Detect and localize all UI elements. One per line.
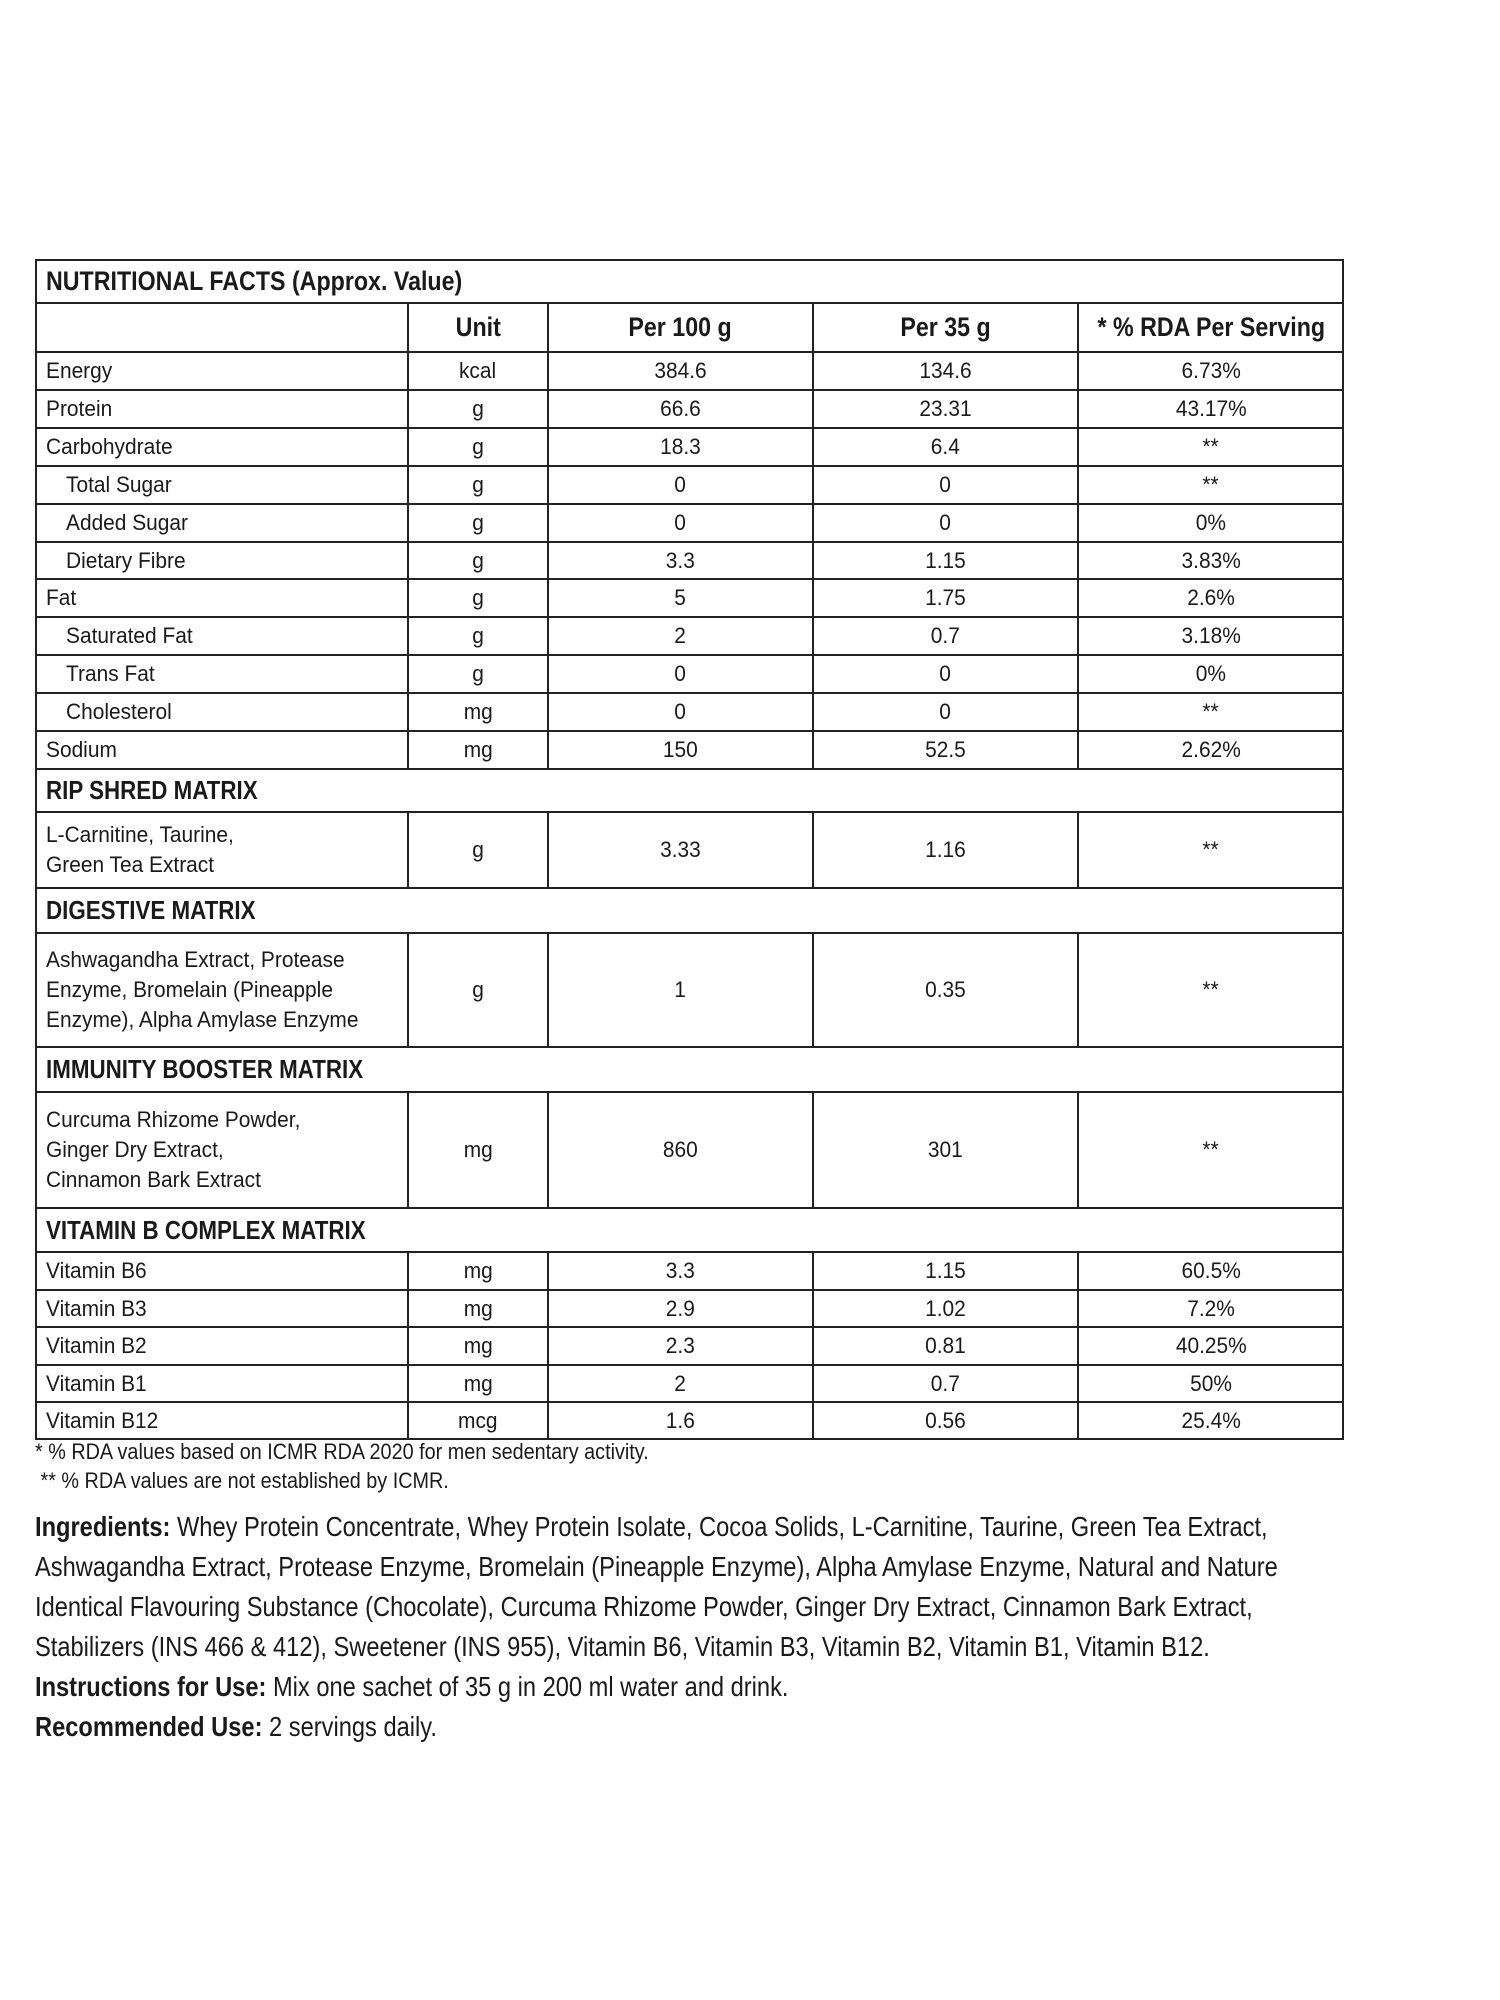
ingredients-line-2 [35,1551,1500,1583]
rip-shred-matrix-title [35,769,1344,812]
vitamin-b-complex-matrix-unit-text: mg [463,1370,493,1396]
column-divider [1077,1290,1079,1327]
nutrient-name-text: Saturated Fat [66,623,193,648]
nutrient-unit-text: mg [463,737,493,762]
digestive-matrix-rda-text: ** [1202,977,1220,1002]
nutrient-per35 [813,731,1078,769]
recommended-text: 2 servings daily. [262,1711,437,1742]
nutrient-name-text: Dietary Fibre [66,547,186,573]
nutrient-per35 [813,655,1078,693]
nutrient-rda-text: 2.6% [1187,585,1235,610]
nutrient-unit [408,617,548,655]
immunity-booster-matrix-rda-text: ** [1202,1137,1220,1162]
nutrient-per100 [548,428,813,466]
vitamin-b-complex-matrix-rda-text: 40.25% [1175,1333,1247,1358]
rip-shred-matrix-per35-text: 1.16 [925,837,966,862]
nutrient-per100 [548,655,813,693]
nutrient-per100 [548,617,813,655]
vitamin-b-complex-matrix-per100-text: 3.3 [665,1258,696,1283]
nutrient-per35-text: 6.4 [930,434,961,459]
ingredients-line-1 [35,1511,1494,1543]
digestive-matrix-unit [408,933,548,1047]
nutrient-unit [408,428,548,466]
item-name-line: Ashwagandha Extract, Protease [46,947,345,972]
vitamin-b-complex-matrix-per100 [548,1365,813,1402]
ingredients-text: Identical Flavouring Substance (Chocolate), Curcuma Rhizome Powder, Ginger Dry Extract, Cinnamon Bark Extract, [35,1591,1253,1622]
immunity-booster-matrix-unit [408,1092,548,1208]
nutrient-per100-text: 384.6 [654,358,707,383]
digestive-matrix-title-text: DIGESTIVE MATRIX [46,895,256,925]
vitamin-b-complex-matrix-title-text: VITAMIN B COMPLEX MATRIX [46,1214,366,1245]
nutrient-name-text: Total Sugar [66,472,172,497]
nutrient-name-text: Trans Fat [66,661,155,686]
nutrient-rda [1078,617,1344,655]
nutrient-unit [408,579,548,617]
nutrient-rda [1078,504,1344,542]
digestive-matrix-title [35,888,1344,933]
rip-shred-matrix-rda-text: ** [1202,837,1220,862]
recommended-label: Recommended Use: [35,1711,263,1742]
nutrient-per100-text: 3.3 [665,547,696,573]
nutrient-name-text: Protein [46,396,113,421]
vitamin-b-complex-matrix-unit-text: mg [463,1258,493,1283]
nutrition-facts-table [35,259,1344,1440]
vitamin-b-complex-matrix-item-name-lines [46,1294,152,1324]
nutrient-per100 [548,390,813,428]
immunity-booster-matrix-rda [1078,1092,1344,1208]
column-divider [812,812,814,888]
column-divider [812,1252,814,1290]
nutrient-per35 [813,617,1078,655]
vitamin-b-complex-matrix-unit-text: mg [463,1333,493,1358]
footnote-rda-not-established-text: ** % RDA values are not established by ICMR. [35,1468,449,1493]
footnote-rda-basis [35,1439,717,1465]
vitamin-b-complex-matrix-per100 [548,1327,813,1365]
column-divider [812,1290,814,1327]
nutrient-unit-text: g [472,623,484,648]
nutrient-per100-text: 2 [674,623,687,648]
vitamin-b-complex-matrix-rda [1078,1365,1344,1402]
nutrient-unit-text: g [472,585,484,610]
nutrient-rda [1078,466,1344,504]
vitamin-b-complex-matrix-item-name-lines [46,1331,152,1361]
ingredients-line-4 [35,1631,1425,1663]
nutrient-per35-text: 0 [939,472,952,497]
rip-shred-matrix-per100 [548,812,813,888]
nutrient-rda [1078,579,1344,617]
nutrient-unit-text: g [472,661,484,686]
nutrient-unit-text: mg [463,699,493,724]
nutrient-name-text: Energy [46,358,113,383]
nutrient-rda-text: 43.17% [1175,396,1247,421]
rip-shred-matrix-item-name-lines [46,820,244,880]
nutrient-rda [1078,693,1344,731]
nutrient-name [35,579,408,617]
nutrient-name-text: Fat [46,585,77,610]
vitamin-b-complex-matrix-per35 [813,1327,1078,1365]
ingredients-text: Stabilizers (INS 466 & 412), Sweetener (INS 955), Vitamin B6, Vitamin B3, Vitamin B2, Vitamin B1, Vitamin B12. [35,1631,1210,1662]
column-divider [812,1402,814,1439]
ingredients-label: Ingredients: [35,1511,171,1542]
recommended-use [35,1711,511,1743]
nutrient-per100 [548,352,813,390]
vitamin-b-complex-matrix-per100-text: 2.9 [665,1295,696,1321]
column-divider [1077,1402,1079,1439]
nutrient-per35-text: 0 [939,661,952,686]
nutrient-per35 [813,542,1078,579]
item-name-line: Vitamin B2 [46,1333,147,1358]
item-name-line: Enzyme), Alpha Amylase Enzyme [46,1007,359,1032]
column-divider [1077,1365,1079,1402]
nutrient-per100 [548,542,813,579]
header-rda-per-serving-text: * % RDA Per Serving [1097,312,1325,342]
nutrient-per35-text: 0 [939,510,952,535]
nutrient-per35-text: 1.75 [925,585,966,610]
vitamin-b-complex-matrix-per100-text: 2.3 [665,1333,696,1358]
nutrient-per35 [813,390,1078,428]
vitamin-b-complex-matrix-per100 [548,1252,813,1290]
nutrient-per100-text: 18.3 [660,434,701,459]
column-divider [547,1365,549,1402]
vitamin-b-complex-matrix-item-name [35,1252,408,1290]
nutrient-unit-text: g [472,472,484,497]
column-divider [547,1402,549,1439]
table-title-text: NUTRITIONAL FACTS (Approx. Value) [46,265,463,296]
item-name-line: Curcuma Rhizome Powder, [46,1107,301,1132]
nutrient-per35 [813,693,1078,731]
item-name-line: Cinnamon Bark Extract [46,1167,261,1192]
nutrient-per35-text: 0 [939,699,952,724]
column-divider [407,1327,409,1365]
nutrient-unit [408,352,548,390]
item-name-line: Vitamin B12 [46,1407,159,1433]
rip-shred-matrix-rda [1078,812,1344,888]
nutrient-unit [408,655,548,693]
immunity-booster-matrix-title [35,1047,1344,1092]
vitamin-b-complex-matrix-rda-text: 50% [1190,1370,1232,1396]
nutrient-name [35,693,408,731]
rip-shred-matrix-unit-text: g [472,837,484,862]
nutrient-rda [1078,542,1344,579]
digestive-matrix-per35-text: 0.35 [925,977,966,1002]
nutrient-per100-text: 0 [674,510,687,535]
column-divider [407,1402,409,1439]
nutrient-per35 [813,352,1078,390]
nutrient-name [35,655,408,693]
column-divider [407,933,409,1047]
vitamin-b-complex-matrix-item-name-lines [46,1406,164,1436]
item-name-line: Vitamin B3 [46,1295,147,1321]
column-divider [812,303,814,352]
vitamin-b-complex-matrix-per100-text: 1.6 [665,1407,696,1433]
digestive-matrix-item-name [35,933,408,1047]
vitamin-b-complex-matrix-per35-text: 0.81 [925,1333,966,1358]
immunity-booster-matrix-per100 [548,1092,813,1208]
column-divider [407,1365,409,1402]
column-divider [547,1327,549,1365]
column-divider [547,812,549,888]
header-per-100g-text: Per 100 g [628,312,733,342]
vitamin-b-complex-matrix-per100-text: 2 [674,1370,687,1396]
vitamin-b-complex-matrix-item-name [35,1402,408,1439]
nutrient-per100-text: 66.6 [660,396,701,421]
footnote-rda-basis-text: * % RDA values based on ICMR RDA 2020 for men sedentary activity. [35,1439,649,1464]
nutrient-rda [1078,655,1344,693]
header-per-100g [548,303,813,352]
nutrient-rda-text: 0% [1195,661,1227,686]
nutrient-unit [408,504,548,542]
digestive-matrix-per100-text: 1 [674,977,687,1002]
item-name-line: Green Tea Extract [46,852,215,877]
nutrient-per100-text: 0 [674,472,687,497]
column-divider [407,1092,409,1208]
nutrient-rda [1078,390,1344,428]
vitamin-b-complex-matrix-unit-text: mcg [458,1407,498,1433]
nutrient-name [35,504,408,542]
vitamin-b-complex-matrix-item-name [35,1327,408,1365]
nutrient-per35-text: 1.15 [925,547,966,573]
nutrient-name [35,390,408,428]
nutrient-per100 [548,693,813,731]
column-divider [547,933,549,1047]
instructions-text: Mix one sachet of 35 g in 200 ml water and drink. [266,1671,789,1702]
ingredients-text: Whey Protein Concentrate, Whey Protein Isolate, Cocoa Solids, L-Carnitine, Taurine, Green Tea Extract, [170,1511,1268,1542]
vitamin-b-complex-matrix-per35-text: 0.56 [925,1407,966,1433]
table-title [35,259,1344,303]
nutrient-per35 [813,428,1078,466]
ingredients-line-3 [35,1591,1476,1623]
nutrient-rda-text: ** [1202,472,1220,497]
vitamin-b-complex-matrix-item-name-lines [46,1369,152,1399]
vitamin-b-complex-matrix-rda [1078,1290,1344,1327]
column-divider [407,1252,409,1290]
nutrient-rda-text: 3.83% [1181,547,1241,573]
item-name-line: L-Carnitine, Taurine, [46,822,234,847]
nutrient-unit [408,731,548,769]
vitamin-b-complex-matrix-per35-text: 1.02 [925,1295,966,1321]
vitamin-b-complex-matrix-unit [408,1290,548,1327]
digestive-matrix-per100 [548,933,813,1047]
nutrient-per35 [813,579,1078,617]
rip-shred-matrix-item-name [35,812,408,888]
vitamin-b-complex-matrix-per100 [548,1290,813,1327]
column-divider [407,303,409,352]
nutrient-unit-text: g [472,434,484,459]
item-name-line: Vitamin B1 [46,1370,147,1396]
nutrient-name [35,428,408,466]
column-divider [547,1252,549,1290]
vitamin-b-complex-matrix-rda [1078,1402,1344,1439]
nutrient-per100 [548,466,813,504]
column-divider [812,352,814,769]
vitamin-b-complex-matrix-unit [408,1402,548,1439]
nutrient-unit [408,466,548,504]
nutrient-name-text: Carbohydrate [46,434,173,459]
vitamin-b-complex-matrix-unit [408,1252,548,1290]
digestive-matrix-per35 [813,933,1078,1047]
nutrient-name [35,617,408,655]
nutrient-name [35,731,408,769]
nutrient-rda-text: ** [1202,699,1220,724]
nutrient-name [35,542,408,579]
column-divider [547,352,549,769]
nutrient-rda [1078,731,1344,769]
instructions-for-use [35,1671,927,1703]
footnote-rda-not-established [35,1468,495,1494]
nutrient-unit [408,390,548,428]
column-divider [812,1365,814,1402]
nutrient-rda [1078,352,1344,390]
header-unit [408,303,548,352]
nutrient-per100 [548,504,813,542]
nutrient-per35-text: 23.31 [919,396,972,421]
digestive-matrix-unit-text: g [472,977,484,1002]
header-per-35g [813,303,1078,352]
immunity-booster-matrix-per100-text: 860 [663,1137,698,1162]
vitamin-b-complex-matrix-per35-text: 1.15 [925,1258,966,1283]
nutrient-rda-text: 0% [1195,510,1227,535]
digestive-matrix-rda [1078,933,1344,1047]
nutrient-name-text: Sodium [46,737,117,762]
header-rda-per-serving [1078,303,1344,352]
column-divider [812,1327,814,1365]
nutrient-name-text: Cholesterol [66,699,172,724]
vitamin-b-complex-matrix-unit-text: mg [463,1295,493,1321]
header-unit-text: Unit [455,312,501,342]
vitamin-b-complex-matrix-per35 [813,1290,1078,1327]
nutrient-per35 [813,466,1078,504]
item-name-line: Ginger Dry Extract, [46,1137,224,1162]
item-name-line: Enzyme, Bromelain (Pineapple [46,977,333,1002]
nutrient-per100 [548,579,813,617]
nutrient-per100-text: 150 [663,737,698,762]
nutrient-rda-text: 6.73% [1181,358,1241,383]
vitamin-b-complex-matrix-rda-text: 7.2% [1187,1295,1235,1321]
column-divider [1077,1252,1079,1290]
rip-shred-matrix-per100-text: 3.33 [660,837,701,862]
column-divider [407,352,409,769]
nutrient-rda-text: ** [1202,434,1220,459]
column-divider [812,933,814,1047]
vitamin-b-complex-matrix-rda [1078,1252,1344,1290]
immunity-booster-matrix-title-text: IMMUNITY BOOSTER MATRIX [46,1054,364,1084]
immunity-booster-matrix-per35 [813,1092,1078,1208]
nutrient-name [35,352,408,390]
nutrient-name-text: Added Sugar [66,510,189,535]
column-divider [1077,1092,1079,1208]
nutrient-per35-text: 52.5 [925,737,966,762]
vitamin-b-complex-matrix-item-name [35,1365,408,1402]
column-divider [547,1290,549,1327]
nutrient-per35-text: 0.7 [930,623,961,648]
vitamin-b-complex-matrix-per100 [548,1402,813,1439]
vitamin-b-complex-matrix-rda [1078,1327,1344,1365]
vitamin-b-complex-matrix-unit [408,1327,548,1365]
column-divider [1077,812,1079,888]
immunity-booster-matrix-unit-text: mg [463,1137,493,1162]
vitamin-b-complex-matrix-per35-text: 0.7 [930,1370,961,1396]
ingredients-text: Ashwagandha Extract, Protease Enzyme, Bromelain (Pineapple Enzyme), Alpha Amylase Enzyme, Natural and Nature [35,1551,1278,1582]
vitamin-b-complex-matrix-per35 [813,1402,1078,1439]
immunity-booster-matrix-item-name [35,1092,408,1208]
vitamin-b-complex-matrix-unit [408,1365,548,1402]
vitamin-b-complex-matrix-item-name [35,1290,408,1327]
nutrient-unit [408,542,548,579]
column-divider [547,1092,549,1208]
nutrient-per35-text: 134.6 [919,358,972,383]
column-divider [812,1092,814,1208]
rip-shred-matrix-per35 [813,812,1078,888]
item-name-line: Vitamin B6 [46,1258,147,1283]
digestive-matrix-item-name-lines [46,945,375,1035]
nutrient-per35 [813,504,1078,542]
vitamin-b-complex-matrix-title [35,1208,1344,1252]
rip-shred-matrix-unit [408,812,548,888]
vitamin-b-complex-matrix-per35 [813,1252,1078,1290]
nutrient-name [35,466,408,504]
column-divider [1077,1327,1079,1365]
vitamin-b-complex-matrix-item-name-lines [46,1256,152,1286]
column-divider [1077,352,1079,769]
column-divider [547,303,549,352]
nutrient-rda-text: 2.62% [1181,737,1241,762]
nutrient-unit-text: kcal [459,358,497,383]
vitamin-b-complex-matrix-rda-text: 60.5% [1181,1258,1241,1283]
nutrient-unit-text: g [472,396,484,421]
nutrient-per100-text: 0 [674,661,687,686]
nutrient-unit [408,693,548,731]
instructions-label: Instructions for Use: [35,1671,267,1702]
nutrient-unit-text: g [472,547,484,573]
immunity-booster-matrix-item-name-lines [46,1105,314,1195]
rip-shred-matrix-title-text: RIP SHRED MATRIX [46,775,258,805]
nutrient-per100-text: 0 [674,699,687,724]
nutrient-per100 [548,731,813,769]
column-divider [407,812,409,888]
column-divider [1077,933,1079,1047]
vitamin-b-complex-matrix-per35 [813,1365,1078,1402]
nutrient-unit-text: g [472,510,484,535]
nutrient-per100-text: 5 [674,585,687,610]
header-per-35g-text: Per 35 g [900,312,991,342]
immunity-booster-matrix-per35-text: 301 [928,1137,963,1162]
column-divider [407,1290,409,1327]
vitamin-b-complex-matrix-rda-text: 25.4% [1181,1407,1241,1433]
column-divider [1077,303,1079,352]
nutrient-rda [1078,428,1344,466]
nutrient-rda-text: 3.18% [1181,623,1241,648]
